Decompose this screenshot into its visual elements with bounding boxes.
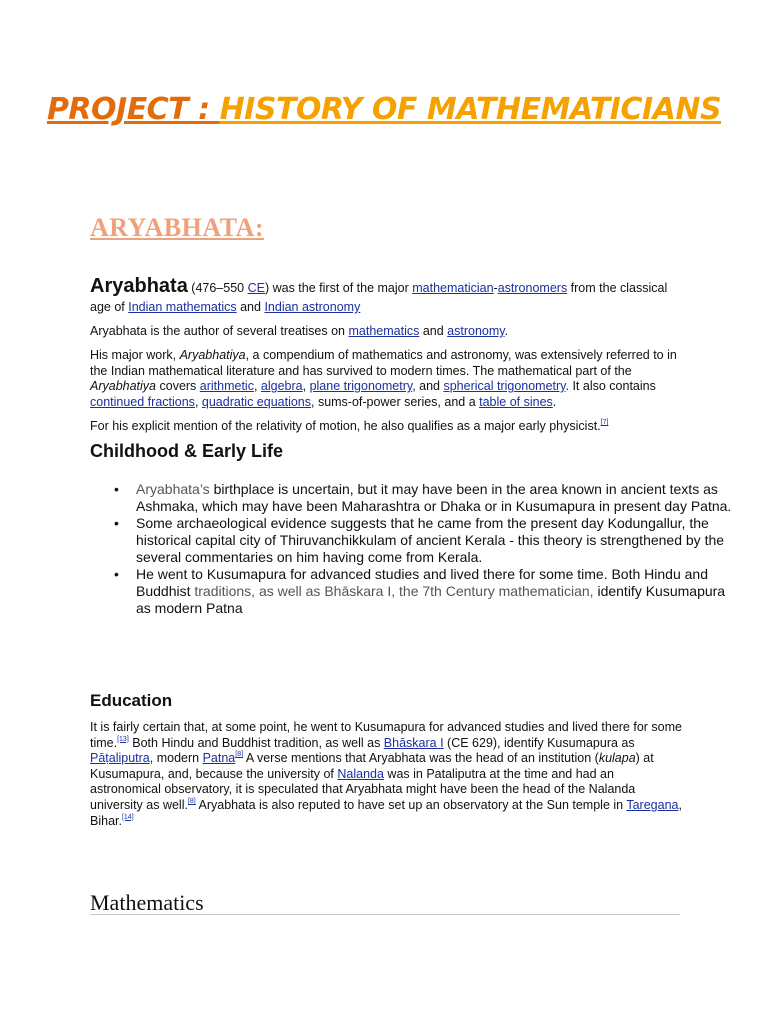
education-text: Aryabhata is also reputed to have set up an observatory at the Sun temple in (195, 797, 627, 812)
link-algebra[interactable]: algebra (260, 379, 303, 394)
link-nalanda[interactable]: Nalanda (337, 766, 384, 781)
title-label: PROJECT : (46, 92, 220, 127)
major-work-text: , (253, 379, 261, 394)
author-text: . (504, 324, 509, 338)
reference-14[interactable]: [14] (121, 813, 134, 821)
link-indian-astronomy[interactable]: Indian astronomy (264, 300, 361, 314)
intro-text: (476–550 (187, 281, 248, 295)
intro-paragraph (90, 277, 682, 317)
link-astronomers[interactable]: astronomers (497, 281, 568, 295)
list-item (136, 566, 736, 617)
link-arithmetic[interactable]: arithmetic (199, 379, 254, 394)
intro-name: Aryabhata (90, 275, 188, 297)
major-work-text: . It also contains (565, 379, 656, 394)
major-work-title: Aryabhatiya (179, 348, 246, 362)
major-work-paragraph (90, 348, 682, 410)
link-mathematician[interactable]: mathematician (412, 281, 494, 295)
education-text: (CE 629), identify Kusumapura as (443, 735, 635, 750)
link-quadratic-equations[interactable]: quadratic equations (201, 394, 311, 409)
title-text: HISTORY OF MATHEMATICIANS (219, 92, 722, 127)
author-paragraph (90, 324, 682, 340)
education-paragraph (90, 720, 682, 829)
link-mathematics[interactable]: mathematics (348, 324, 420, 338)
list-item-text: He went to Kusumapura for advanced studies and lived there for some time. Both Hindu and Buddhist (136, 566, 708, 599)
link-taregana[interactable]: Taregana (626, 797, 679, 812)
intro-text: - (493, 281, 498, 295)
education-text: It is fairly certain that, at some point, he went to Kusumapura for advanced studies and lived there for some time. (90, 720, 682, 750)
link-spherical-trigonometry[interactable]: spherical trigonometry (443, 379, 566, 394)
education-heading: Education (90, 691, 173, 710)
link-astronomy[interactable]: astronomy (447, 324, 505, 338)
heading-divider (90, 914, 680, 915)
mathematics-heading: Mathematics (90, 890, 204, 915)
relativity-text: For his explicit mention of the relativity of motion, he also qualifies as a major early physicist. (90, 419, 601, 433)
childhood-heading: Childhood & Early Life (90, 441, 284, 461)
major-work-title: Aryabhatiya (90, 379, 157, 394)
link-patna[interactable]: Patna (202, 751, 236, 766)
major-work-text: covers (156, 379, 200, 394)
childhood-list (90, 481, 736, 617)
list-item (136, 481, 736, 515)
link-pataliputra[interactable]: Pāṭaliputra (90, 751, 150, 766)
page-title (0, 92, 768, 127)
major-work-text: , (194, 394, 202, 409)
section-heading-aryabhata: ARYABHATA: (90, 213, 265, 242)
author-text: and (419, 324, 448, 338)
education-term: kulapa (598, 751, 636, 766)
list-item-text: Aryabhata’s (136, 481, 210, 497)
reference-7[interactable]: [7] (600, 419, 609, 426)
link-ce[interactable]: CE (247, 281, 265, 295)
link-table-of-sines[interactable]: table of sines (479, 394, 553, 409)
author-text: Aryabhata is the author of several treatises on (90, 324, 349, 338)
list-item-text: identify Kusumapura as modern Patna (136, 583, 726, 616)
link-plane-trigonometry[interactable]: plane trigonometry (309, 379, 413, 394)
education-text: A verse mentions that Aryabhata was the head of an institution ( (243, 751, 599, 766)
education-text: was in Pataliputra at the time and had an astronomical observatory, it is speculated that Aryabhata might have been the head of the Nalanda university as well. (90, 766, 636, 812)
list-item-text: Some archaeological evidence suggests that he came from the present day Kodungallur, the historical capital city of Thiruvanchikkulam of ancient Kerala - this theory is strengthened by the several commentaries on him having come from Kerala. (136, 515, 725, 565)
major-work-text: , (302, 379, 310, 394)
education-text: Both Hindu and Buddhist tradition, as well as (128, 735, 384, 750)
intro-text: and (236, 300, 265, 314)
major-work-text: His major work, (90, 348, 180, 362)
major-work-text: . (552, 394, 557, 409)
education-text: , modern (149, 751, 203, 766)
intro-text: ) was the first of the major (264, 281, 413, 295)
link-indian-mathematics[interactable]: Indian mathematics (128, 300, 237, 314)
major-work-text: , and (412, 379, 444, 394)
link-bhaskara-i[interactable]: Bhāskara I (383, 735, 444, 750)
reference-8[interactable]: [8] (187, 797, 196, 805)
education-text: , Bihar. (90, 797, 682, 828)
intro-text: from the classical age of (90, 281, 668, 314)
relativity-paragraph (90, 419, 682, 435)
link-continued-fractions[interactable]: continued fractions (90, 394, 195, 409)
education-text: ) at Kusumapura, and, because the university of (90, 751, 654, 781)
list-item (136, 515, 736, 566)
major-work-text: , a compendium of mathematics and astronomy, was extensively referred to in the Indian mathematical literature and has survived to modern times. The mathematical part of the (90, 348, 677, 378)
reference-13[interactable]: [13] (117, 735, 129, 743)
major-work-text: , sums-of-power series, and a (311, 394, 480, 409)
reference-8[interactable]: [8] (235, 751, 244, 759)
list-item-text: traditions, as well as Bhāskara I, the 7th Century mathematician, (194, 583, 594, 599)
list-item-text: birthplace is uncertain, but it may have been in the area known in ancient texts as Ashmaka, which may have been Maharashtra or Dhaka or in Kusumapura in present day Patna. (136, 481, 732, 514)
